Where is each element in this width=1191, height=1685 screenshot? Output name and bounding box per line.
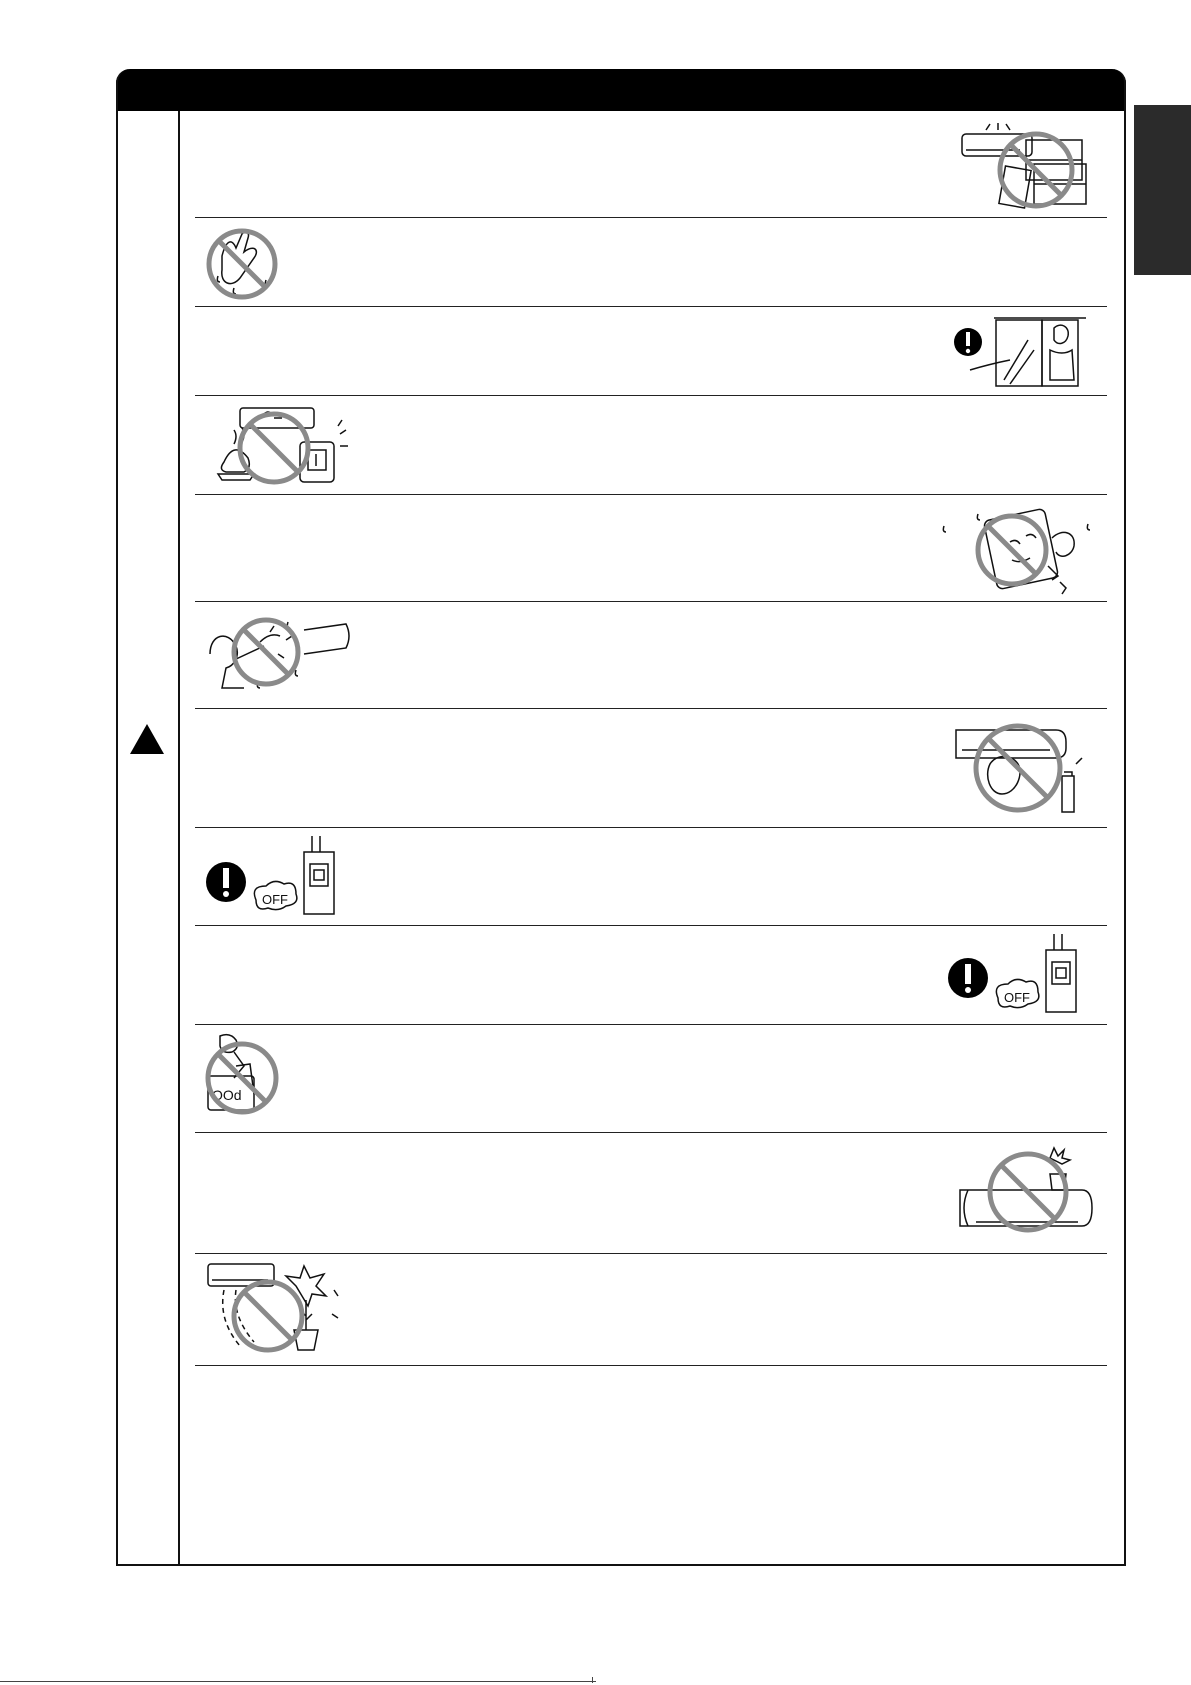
row-divider <box>195 1365 1107 1366</box>
chapter-tab <box>1134 105 1191 275</box>
footer-rule <box>0 1681 596 1682</box>
off-label: OFF <box>262 892 288 907</box>
off-label-2: OFF <box>1004 990 1030 1005</box>
water-spray-prohibited-illustration <box>204 610 354 694</box>
steam-heater-prohibited-illustration <box>204 404 354 488</box>
wet-hands-prohibited-illustration <box>204 226 284 302</box>
row-divider <box>195 1253 1107 1254</box>
switch-off-breaker-illustration <box>204 834 360 920</box>
row-divider <box>195 827 1107 828</box>
warning-triangle-icon <box>129 723 165 755</box>
warning-side-column <box>116 111 180 1566</box>
svg-text:OOd: OOd <box>212 1087 242 1103</box>
row-divider <box>195 306 1107 307</box>
ventilate-mandatory-illustration <box>950 310 1090 390</box>
row-divider <box>195 708 1107 709</box>
row-divider <box>195 601 1107 602</box>
spray-can-prohibited-illustration <box>950 716 1100 820</box>
row-divider <box>195 494 1107 495</box>
footer-tick <box>592 1677 593 1683</box>
object-on-unit-prohibited-illustration <box>956 1138 1100 1238</box>
ac-drawers-prohibited-illustration <box>960 120 1088 212</box>
airflow-plant-prohibited-illustration <box>204 1260 354 1360</box>
row-divider <box>195 925 1107 926</box>
switch-off-breaker-illustration-2 <box>946 932 1102 1018</box>
row-divider <box>195 1132 1107 1133</box>
climbing-unit-prohibited-illustration <box>204 1032 286 1124</box>
row-divider <box>195 217 1107 218</box>
shaking-unit-prohibited-illustration <box>940 502 1090 600</box>
row-divider <box>195 395 1107 396</box>
row-divider <box>195 1024 1107 1025</box>
